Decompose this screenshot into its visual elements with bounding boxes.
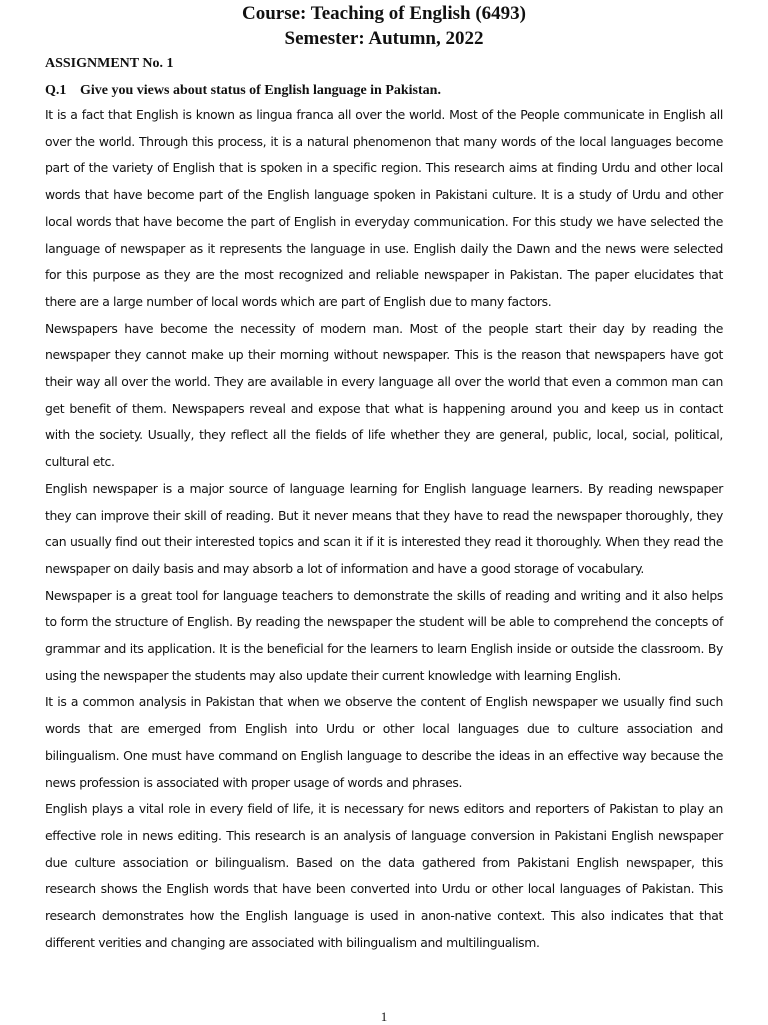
paragraph-vital-role: English plays a vital role in every field of life, it is necessary for news editors and reporters of Pakistan to play an effective role in news editing. This research is an analysis of language conversion in Pakistani English newspaper due culture association or bilingualism. Based on the data gathered from Pakistani English newspaper, this research shows the English words that have been converted into Urdu or other local languages of Pakistan. This research demonstrates how the English language is used in anon-native context. This also indicates that that different verities and changing are associated with bilingualism and multilingualism.: [45, 801, 723, 950]
paragraph-teachers-tool: Newspaper is a great tool for language teachers to demonstrate the skills of reading and writing and it also helps to form the structure of English. By reading the newspaper the student will be able to comprehend the concepts of grammar and its application. It is the beneficial for the learners to learn English inside or outside the classroom. By using the newspaper the students may also update their current knowledge with learning English.: [45, 587, 723, 683]
paragraph-language-learning: English newspaper is a major source of language learning for English language learners. By reading newspaper they can improve their skill of reading. But it never means that they have to read the newspaper thoroughly, they can usually find out their interested topics and scan it if it is interested they read it thoroughly. When they read the newspaper on daily basis and may absorb a lot of information and have a good storage of vocabulary.: [45, 480, 723, 576]
semester-title: Semester: Autumn, 2022: [284, 28, 484, 49]
paragraph-common-analysis: It is a common analysis in Pakistan that when we observe the content of English newspaper we usually find such words that are emerged from English into Urdu or other local languages due to culture association and bilingualism. One must have command on English language to describe the ideas in an effective way because the news profession is associated with proper usage of words and phrases.: [45, 694, 723, 790]
question-text: Give you views about status of English language in Pakistan.: [80, 83, 441, 98]
paragraph-intro: It is a fact that English is known as lingua franca all over the world. Most of the People communicate in English all over the world. Through this process, it is a natural phenomenon that many words of the local languages become part of the variety of English that is spoken in a specific region. This research aims at finding Urdu and other local words that have become part of the English language spoken in Pakistani culture. It is a study of Urdu and other local words that have become the part of English in everyday communication. For this study we have selected the language of newspaper as it represents the language in use. English daily the Dawn and the news were selected for this purpose as they are the most recognized and reliable newspaper in Pakistan. The paper elucidates that there are a large number of local words which are part of English due to many factors.: [45, 107, 723, 309]
page-number: 1: [380, 1009, 388, 1024]
course-title: Course: Teaching of English (6493): [242, 3, 526, 24]
question-heading: [45, 82, 723, 100]
question-number: Q.1: [45, 83, 67, 98]
assignment-heading: ASSIGNMENT No. 1: [45, 56, 174, 71]
paragraph-newspapers-necessity: Newspapers have become the necessity of modern man. Most of the people start their day by reading the newspaper they cannot make up their morning without newspaper. This is the reason that newspapers have got their way all over the world. They are available in every language all over the world that even a common man can get benefit of them. Newspapers reveal and expose that what is happening around you and keep us in contact with the society. Usually, they reflect all the fields of life whether they are general, public, local, social, political, cultural etc.: [45, 320, 723, 470]
